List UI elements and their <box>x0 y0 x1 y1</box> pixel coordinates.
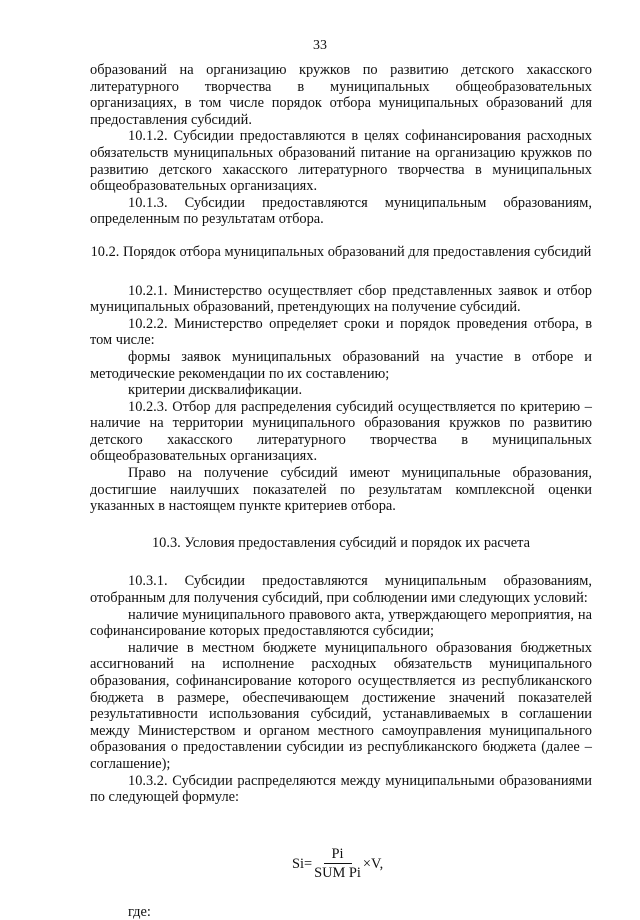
list-item-application-forms: формы заявок муниципальных образований на участие в отборе и методические рекомендации по их составлению; <box>90 348 592 382</box>
paragraph-10-2-2: 10.2.2. Министерство определяет сроки и порядок проведения отбора, в том числе: <box>90 315 592 349</box>
list-item-budget-allocations: наличие в местном бюджете муниципального образования бюджетных ассигнований на исполнение расходных обязательств муниципального образования, софинансирование которого осуществляется из республиканского бюджета в размере, обеспечивающем достижение значений показателей результативности использования субсидий, устанавливаемых в соглашении между Министерством и органом местного самоуправления муниципального образования о предоставлении субсидии из республиканского бюджета (далее – соглашение); <box>90 639 592 772</box>
paragraph-continuation: образований на организацию кружков по развитию детского хакасского литературного творчества в муниципальных общеобразовательных организациях, в том числе порядок отбора муниципальных образований для предоставления субсидий. <box>90 62 592 128</box>
formula-denominator: SUM Pi <box>314 865 361 882</box>
page-number: 33 <box>313 38 327 53</box>
formula-fraction <box>314 846 361 882</box>
formula-lhs: Si= <box>292 855 313 872</box>
section-heading-10-3: 10.3. Условия предоставления субсидий и порядок их расчета <box>151 534 531 551</box>
paragraph-10-3-1: 10.3.1. Субсидии предоставляются муниципальным образованиям, отобранным для получения субсидий, при соблюдении ими следующих условий: <box>90 573 592 607</box>
formula-block <box>90 846 592 892</box>
list-item-legal-act: наличие муниципального правового акта, утверждающего мероприятия, на софинансирование которых предоставляются субсидии; <box>90 606 592 640</box>
list-item-disqualification-criteria: критерии дисквалификации. <box>128 382 303 399</box>
where-label: где: <box>128 903 151 920</box>
formula-rhs: ×V, <box>362 855 384 872</box>
paragraph-10-3-2: 10.3.2. Субсидии распределяются между муниципальными образованиями по следующей формуле: <box>90 772 592 806</box>
paragraph-10-2-3: 10.2.3. Отбор для распределения субсидий осуществляется по критерию – наличие на территории муниципального образования кружков по развитию детского хакасского литературного творчества в муниципальных общеобразовательных организациях. <box>90 398 592 465</box>
subsidy-formula <box>292 846 383 882</box>
formula-numerator: Pi <box>324 846 352 865</box>
document-body <box>90 62 592 920</box>
section-heading-10-2: 10.2. Порядок отбора муниципальных образований для предоставления субсидий <box>90 243 592 260</box>
paragraph-right-to-subsidy: Право на получение субсидий имеют муниципальные образования, достигшие наилучших показателей по результатам комплексной оценки указанных в настоящем пункте критериев отбора. <box>90 465 592 515</box>
paragraph-10-1-3: 10.1.3. Субсидии предоставляются муниципальным образованиям, определенным по результатам отбора. <box>90 194 592 228</box>
paragraph-10-1-2: 10.1.2. Субсидии предоставляются в целях софинансирования расходных обязательств муниципальных образований питание на организацию кружков по развитию детского хакасского литературного творчества в муниципальных общеобразовательных организациях. <box>90 128 592 195</box>
paragraph-10-2-1: 10.2.1. Министерство осуществляет сбор представленных заявок и отбор муниципальных образований, претендующих на получение субсидий. <box>90 282 592 316</box>
